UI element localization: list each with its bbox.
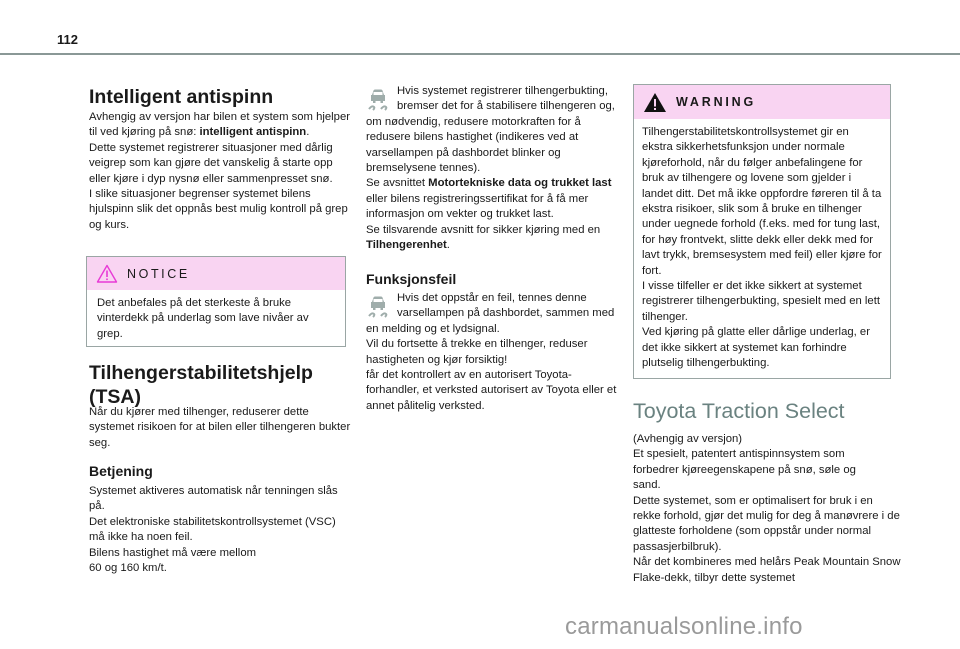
heading-betjening: Betjening [89, 463, 153, 479]
skid-car-warning-icon [365, 86, 391, 112]
page-number: 112 [57, 32, 78, 47]
heading-tsa: Tilhengerstabilitetshjelp (TSA) [89, 362, 313, 408]
betjening-text: Systemet aktiveres automatisk når tenningen slås på. Det elektroniske stabilitetskontrollsystemet (VSC) må ikke ha noen feil. Bilens hastighet må være mellom 60 og 160 km/t. [89, 485, 338, 575]
warning-title: WARNING [676, 95, 757, 109]
skid-car-warning-icon [365, 293, 391, 319]
notice-header [87, 257, 345, 290]
intro-text: Avhengig av versjon har bilen et system som hjelper til ved kjøring på snø: intelligent antispinn. Dette systemet registrerer situasjoner med dårlig veigrep som kan gjøre det vanskelig å starte opp eller kjøre i dyp nysnø eller sammenpresset snø. I slike situasjoner begrenser systemet bilens hjulspinn slik det oppnås best mulig kontroll på grep og kurs. [89, 111, 351, 231]
tsa-intro: Når du kjører med tilhenger, reduserer dette systemet risikoen for at bilen eller tilhengeren bukter seg. [89, 406, 351, 449]
header-rule [0, 53, 960, 55]
warning-box: WARNING Tilhengerstabilitetskontrollsystemet gir en ekstra sikkerhetsfunksjon under normale kjøreforhold, når du følger anbefalingene for bruk av tilhengere og lovene som gjelder i landet ditt. Det må ikke oppfordre føreren til å ta ekstra risikoer, slik som å bruke en tilhenger under uegnede forhold (f.eks. med for tung last, for høy frontvekt, slitte dekk eller dekk med for lavt trykk, bremsesystem med feil) eller kjøre for fort. I visse tilfeller er det ikke sikkert at systemet registrerer tilhengerbukting, spesielt med en lett tilhenger. Ved kjøring på glatte eller dårlige underlag, er det ikke sikkert at systemet kan forhindre plutselig tilhengerbukting. [633, 84, 891, 379]
notice-title: NOTICE [127, 266, 190, 281]
warning-header [634, 85, 890, 119]
funksjonsfeil-text: Hvis det oppstår en feil, tennes denne varsellampen på dashbordet, sammen med en melding og et lydsignal. Vil du fortsette å trekke en tilhenger, reduser hastigheten og kjør forsiktig! får det kontrollert av en autorisert Toyota-forhandler, et verksted autorisert av Toyota eller et annet pålitelig verksted. [366, 292, 617, 412]
tts-text: (Avhengig av versjon) Et spesielt, patentert antispinnsystem som forbedrer kjøreegenskapene på snø, søle og sand. Dette systemet, som er optimalisert for bruk i en rekke forhold, gjør det mulig for deg å manøvrere i de glatteste forholdene (som oppstår under normal passasjerbilbruk). Når det kombineres med helårs Peak Mountain Snow Flake-dekk, tilbyr dette systemet [633, 433, 901, 584]
heading-toyota-traction-select: Toyota Traction Select [633, 399, 845, 423]
heading-intelligent-antispinn: Intelligent antispinn [89, 86, 274, 108]
warning-triangle-filled-icon [643, 92, 667, 113]
watermark: carmanualsonline.info [565, 613, 803, 640]
tsa-operation-text: Hvis systemet registrerer tilhengerbukting, bremser det for å stabilisere tilhengeren og, om nødvendig, redusere motorkraften for å redusere bilens hastighet (indikeres ved at varsellampen på dashbordet blinker og bremselysene tennes). Se avsnittet Motortekniske data og trukket last eller bilens registreringssertifikat for å få mer informasjon om vekter og trukket last. Se tilsvarende avsnitt for sikker kjøring med en Tilhengerenhet. [366, 85, 615, 252]
heading-funksjonsfeil: Funksjonsfeil [366, 271, 457, 287]
warning-triangle-outline-icon [96, 264, 118, 283]
notice-box: NOTICE Det anbefales på det sterkeste å bruke vinterdekk på underlag som lave nivåer av grep. [86, 256, 346, 347]
